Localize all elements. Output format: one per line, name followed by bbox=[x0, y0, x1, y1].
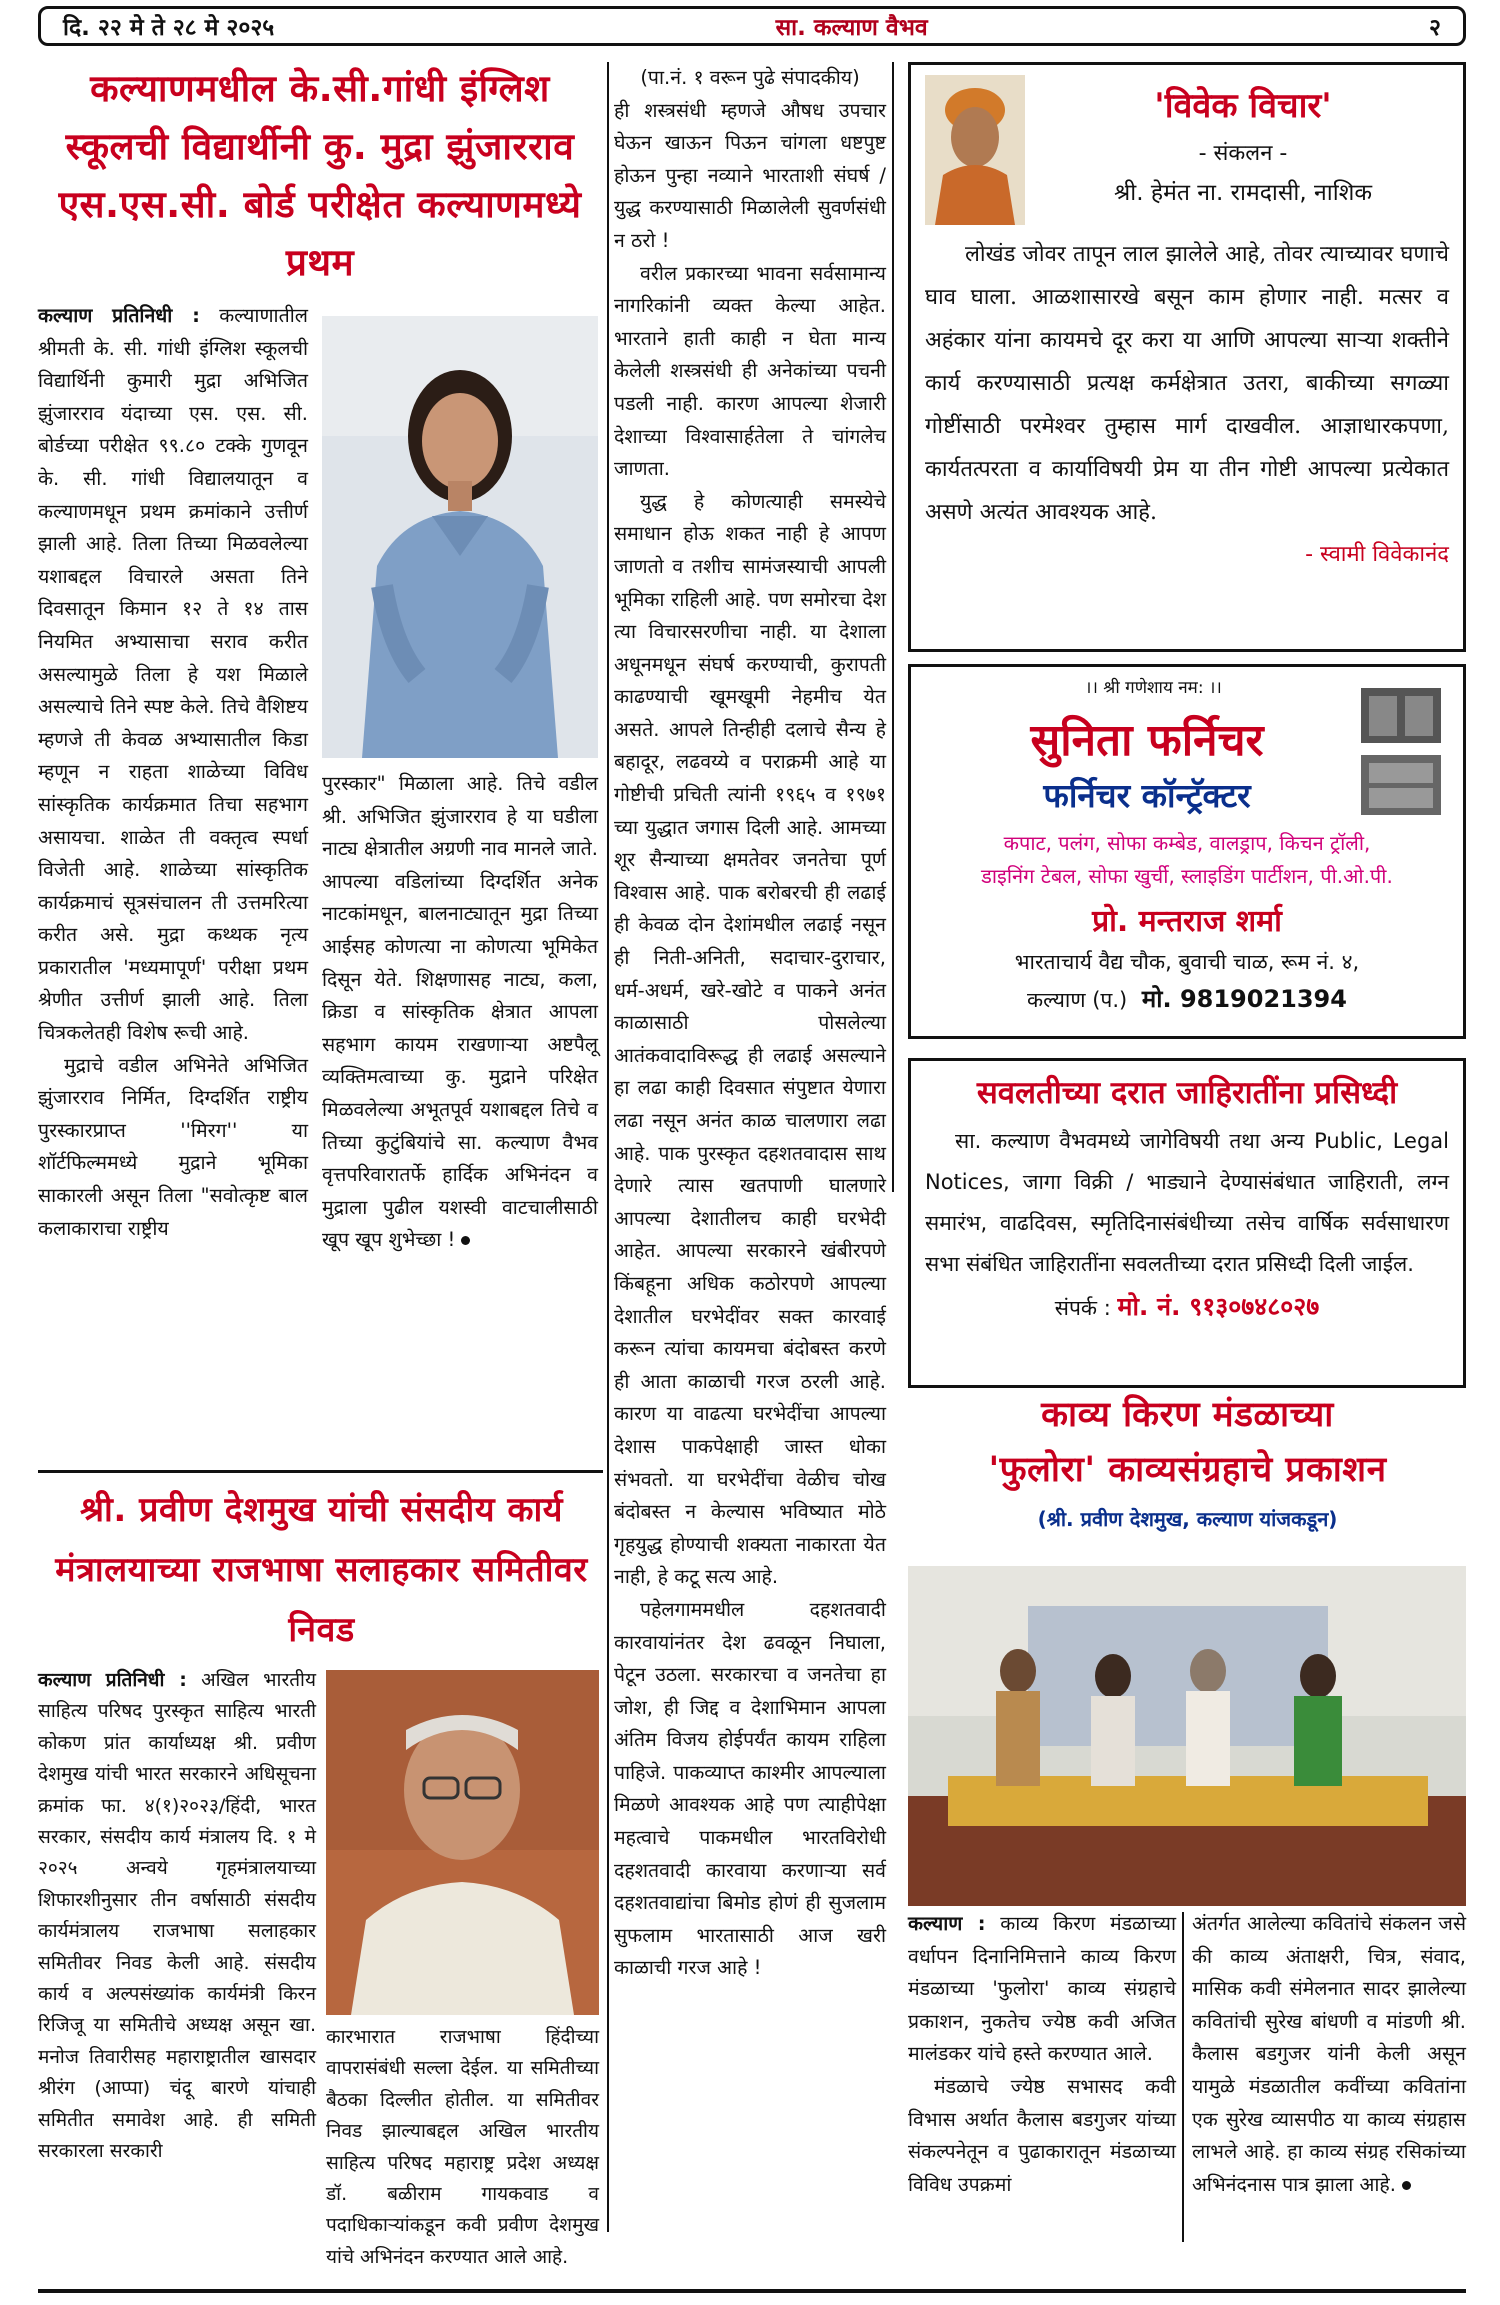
article3-column-b bbox=[1192, 1908, 1466, 2201]
section-divider bbox=[38, 1470, 603, 1473]
furniture-shop-name: सुनिता फर्निचर bbox=[1030, 715, 1264, 766]
furniture-mobile: मो. 9819021394 bbox=[1141, 985, 1347, 1013]
article2-text-b: कारभारात राजभाषा हिंदीच्या वापरासंबंधी सल्ला देईल. या समितीच्या बैठका दिल्लीत होतील. या समितीवर निवड झाल्याबद्दल अखिल भारतीय साहित्य परिषद महाराष्ट्र प्रदेश अध्यक्ष डॉ. बळीराम गायकवाड व पदाधिकाऱ्यांकडून कवी प्रवीण देशमुख यांचे अभिनंदन करण्यात आले आहे. bbox=[326, 2026, 599, 2268]
article1-headline: कल्याणमधील के.सी.गांधी इंग्लिश स्कूलची विद्यार्थीनी कु. मुद्रा झुंजारराव एस.एस.सी. बोर्ड परीक्षेत कल्याणमध्ये प्रथम bbox=[58, 67, 582, 284]
vivek-author: - स्वामी विवेकानंद bbox=[1305, 542, 1449, 567]
furniture-invocation: ।। श्री गणेशाय नम: ।। bbox=[1085, 678, 1222, 698]
editorial-text-1: ही शस्त्रसंधी म्हणजे औषध उपचार घेऊन खाऊन पिऊन चांगला धष्टपुष्ट होऊन पुन्हा नव्याने भारताशी संघर्ष / युद्ध करण्यासाठी मिळालेली सुवर्णसंधी न ठरो ! bbox=[614, 98, 886, 252]
vivek-compiler-label: - संकलन - bbox=[1198, 141, 1288, 166]
notice-ad-title: सवलतीच्या दरात जाहिरातींना प्रसिध्दी bbox=[976, 1075, 1398, 1111]
article3-text-b: अंतर्गत आलेल्या कवितांचे संकलन जसे की काव्य अंताक्षरी, चित्र, संवाद, मासिक कवी संमेलनात सादर झालेल्या कवितांची सुरेख बांधणी व मांडणी श्री. कैलास बडगुजर यांनी केली असून यामुळे मंडळातील कवींच्या कवितांना एक सुरेख व्यासपीठ या काव्य संग्रहास लाभले आहे. हा काव्य संग्रह रसिकांच्या अभिनंदनास पात्र झाला आहे. bbox=[1192, 1912, 1466, 2196]
furniture-ad bbox=[908, 664, 1466, 1039]
article2-column-b bbox=[326, 2022, 599, 2273]
notice-ad bbox=[908, 1058, 1466, 1388]
end-marker-icon bbox=[461, 1236, 470, 1245]
student-photo-illustration bbox=[322, 316, 598, 758]
column-divider-3 bbox=[1182, 1912, 1184, 2242]
book-launch-photo bbox=[908, 1566, 1466, 1906]
article3-headline-1: काव्य किरण मंडळाच्या bbox=[1041, 1395, 1334, 1435]
article2-text-a: अखिल भारतीय साहित्य परिषद पुरस्कृत साहित्य भारती कोकण प्रांत कार्याध्यक्ष श्री. प्रवीण देशमुख यांची भारत सरकारने अधिसूचना क्रमांक फा. ४(१)२०२३/हिंदी, भारत सरकार, संसदीय कार्य मंत्रालय दि. १ मे २०२५ अन्वये गृहमंत्रालयाच्या शिफारशीनुसार तीन वर्षासाठी संसदीय कार्यमंत्रालय राजभाषा सलाहकार समितीवर निवड केली आहे. संसदीय कार्य व अल्पसंख्यांक कार्यमंत्री किरन रिजिजू या समितीचे अध्यक्ष असून खा. मनोज तिवारीसह महाराष्ट्रातील खासदार श्रीरंग (आप्पा) चंदू बारणे यांचाही समितीत समावेश आहे. ही समिती सरकारला सरकारी bbox=[38, 1669, 316, 2163]
article1-text-b: पुरस्कार" मिळाला आहे. तिचे वडील श्री. अभिजित झुंजारराव हे या घडीला नाट्य क्षेत्रातील अग्रणी नाव मानले जाते. आपल्या वडिलांच्या दिग्दर्शित अनेक नाटकांमधून, बालनाट्यातून मुद्रा तिच्या आईसह कोणत्या ना कोणत्या भूमिकेत दिसून येते. शिक्षणासह नाट्य, कला, क्रिडा व सांस्कृतिक क्षेत्रात आपला सहभाग कायम राखणाऱ्या अष्टपैलू व्यक्तिमत्वाच्या कु. मुद्राने परिक्षेत मिळवलेल्या अभूतपूर्व यशाबद्दल तिचे व तिच्या कुटुंबियांचे सा. कल्याण वैभव वृत्तपरिवारातर्फे हार्दिक अभिनंदन व मुद्राला पुढील यशस्वी वाटचालीसाठी खूप खूप शुभेच्छा ! bbox=[322, 772, 598, 1252]
column-divider-2 bbox=[892, 62, 894, 1192]
pravin-deshmukh-photo bbox=[326, 1670, 599, 2015]
article1-text-a2: मुद्राचे वडील अभिनेते अभिजित झुंजारराव निर्मित, दिग्दर्शित राष्ट्रीय पुरस्कारप्राप्त ''मिरग'' या शॉर्टफिल्ममध्ये मुद्राने भूमिका साकारली असून तिला "सवोत्कृष्ट बाल कलाकाराचा राष्ट्रीय bbox=[38, 1053, 308, 1240]
furniture-address-2: कल्याण (प.) bbox=[1027, 988, 1128, 1012]
article2-headline: श्री. प्रवीण देशमुख यांची संसदीय कार्य मंत्रालयाच्या राजभाषा सलाहकार समितीवर निवड bbox=[55, 1490, 588, 1650]
notice-contact-label: संपर्क : bbox=[1054, 1296, 1111, 1320]
furniture-subtitle: फर्निचर कॉन्ट्रॅक्टर bbox=[1043, 776, 1251, 815]
vivek-vichar-title: 'विवेक विचार' bbox=[1154, 86, 1332, 126]
article2-column-a bbox=[38, 1665, 316, 2168]
page-number: २ bbox=[1429, 15, 1441, 41]
furniture-proprietor: प्रो. मन्तराज शर्मा bbox=[1092, 904, 1282, 939]
vivek-compiler: श्री. हेमंत ना. रामदासी, नाशिक bbox=[1114, 180, 1372, 206]
editorial-continuation-note: (पा.नं. १ वरून पुढे संपादकीय) bbox=[640, 66, 860, 89]
masthead-bar bbox=[38, 6, 1466, 46]
bottom-rule bbox=[38, 2289, 1466, 2293]
article3-text-a: काव्य किरण मंडळाच्या वर्धापन दिनानिमित्ताने काव्य किरण मंडळाच्या 'फुलोरा' काव्य संग्रहाचे प्रकाशन, नुकतेच ज्येष्ठ कवी अजित मालंडकर यांचे हस्ते करण्यात आले. bbox=[908, 1912, 1176, 2066]
editorial-text-2: वरील प्रकारच्या भावना सर्वसामान्य नागरिकांनी व्यक्त केल्या आहेत. भारताने हाती काही न घेता मान्य केलेली शस्त्रसंधी ही अनेकांच्या पचनी पडली नाही. कारण आपल्या शेजारी देशाच्या विश्वासार्हतेला ते चांगलेच जाणता. bbox=[614, 261, 886, 481]
cabinet-icon bbox=[1351, 683, 1451, 823]
editorial-text-4: पहेलगाममधील दहशतवादी कारवायांनंतर देश ढवळून निघाला, पेटून उठला. सरकारचा व जनतेचा हा जोश, ही जिद्द व देशाभिमान आपला अंतिम विजय होईपर्यंत कायम राहिला पाहिजे. पाकव्याप्त काश्मीर आपल्याला मिळणे आवश्यक आहे पण त्याहीपेक्षा महत्वाचे पाकमधील भारतविरोधी दहशतवादी कारवाया करणाऱ्या सर्व दहशतवाद्यांचा बिमोड होणं ही सुजलाम सुफलाम भारतासाठी आज खरी काळाची गरज आहे ! bbox=[614, 1597, 886, 1980]
editorial-text-3: युद्ध हे कोणत्याही समस्येचे समाधान होऊ शकत नाही हे आपण जाणतो व तशीच सामंजस्याची आपली भूमिका राहिली आहे. पण समोरचा देश त्या विचारसरणीचा नाही. या देशाला अधूनमधून संघर्ष करण्याची, कुरापती काढण्याची खूमखूमी नेहमीच येत असते. आपले तिन्हीही दलाचे सैन्य हे बहादूर, लढवय्ये व पराक्रमी आहे या गोष्टीची प्रचिती त्यांनी १९६५ व १९७१ च्या युद्धात जगास दिली आहे. आमच्या शूर सैन्याच्या क्षमतेवर जनतेचा पूर्ण विश्वास आहे. पाक बरोबरची ही लढाई ही केवळ दोन देशांमधील लढाई नसून ही निती-अनिती, सदाचार-दुराचार, धर्म-अधर्म, खरे-खोटे व पाकने अनंत काळासाठी पोसलेल्या आतंकवादाविरूद्ध ही लढाई असल्याने हा लढा काही दिवसात संपुष्टात येणारा लढा नसून अनंत काळ चालणारा लढा आहे. पाक पुरस्कृत दहशतवादास साथ देणारे त्यास खतपाणी घालणारे आपल्या देशातीलच काही घरभेदी आहेत. आपल्या सरकारने खंबीरपणे किंबहूना अधिक कठोरपणे आपल्या देशातील घरभेदींवर सक्त कारवाई करून त्यांचा कायमचा बंदोबस्त करणे ही आता काळाची गरज ठरली आहे. कारण या वाढत्या घरभेदींचा आपल्या देशास पाकपेक्षाही जास्त धोका संभवतो. या घरभेदींचा वेळीच चोख बंदोबस्त न केल्यास भविष्यात मोठे गृहयुद्ध होण्याची शक्यता नाकारता येत नाही, हे कटू सत्य आहे. bbox=[614, 489, 886, 1589]
article3-column-a bbox=[908, 1908, 1176, 2201]
vivek-quote: लोखंड जोवर तापून लाल झालेले आहे, तोवर त्याच्यावर घणाचे घाव घाला. आळशासारखे बसून काम होणार नाही. मत्सर व अहंकार यांना कायमचे दूर करा या आणि आपल्या साऱ्या शक्तीने कार्य करण्यासाठी प्रत्यक्ष कर्मक्षेत्रात उतरा, बाकीच्या सगळ्या गोष्टींसाठी परमेश्वर तुम्हास मार्ग दाखवील. आज्ञाधारकपणा, कार्यतत्परता व कार्याविषयी प्रेम या तीन गोष्टी आपल्या प्रत्येकात असणे अत्यंत आवश्यक आहे. bbox=[925, 242, 1449, 525]
article3-text-a2: मंडळाचे ज्येष्ठ सभासद कवी विभास अर्थात कैलास बडगुजर यांच्या संकल्पनेतून व पुढाकारातून मंडळाच्या विविध उपक्रमां bbox=[908, 2074, 1176, 2196]
notice-contact-number: मो. नं. ९१३०७४८०२७ bbox=[1117, 1292, 1320, 1321]
column-divider bbox=[607, 62, 609, 2232]
furniture-address-1: भारताचार्य वैद्य चौक, बुवाची चाळ, रूम नं. ४, bbox=[1014, 950, 1360, 974]
end-marker-icon bbox=[1402, 2181, 1411, 2190]
furniture-items-2: डाइनिंग टेबल, सोफा खुर्ची, स्लाइडिंग पार्टीशन, पी.ओ.पी. bbox=[981, 864, 1393, 888]
student-photo bbox=[322, 316, 598, 758]
editorial-column bbox=[614, 62, 886, 1985]
furniture-items-1: कपाट, पलंग, सोफा कम्बेड, वालड्राप, किचन ट्रॉली, bbox=[1003, 831, 1371, 855]
issue-date: दि. २२ मे ते २८ मे २०२५ bbox=[63, 15, 275, 41]
notice-ad-text: सा. कल्याण वैभवमध्ये जागेविषयी तथा अन्य Public, Legal Notices, जागा विक्री / भाड्याने देण्यासंबंधात जाहिराती, लग्न समारंभ, वाढदिवस, स्मृतिदिनासंबंधीच्या तसेच वार्षिक सर्वसाधारण सभा संबंधित जाहिरातींना सवलतीच्या दरात प्रसिध्दी दिली जाईल. bbox=[925, 1129, 1449, 1276]
paper-name: सा. कल्याण वैभव bbox=[775, 15, 928, 41]
article3-byline: कल्याण : bbox=[908, 1912, 986, 1935]
article1-column-a bbox=[38, 300, 308, 1245]
article3-headline-2: 'फुलोरा' काव्यसंग्रहाचे प्रकाशन bbox=[988, 1450, 1387, 1490]
article1-column-b bbox=[322, 768, 598, 1257]
article1-byline: कल्याण प्रतिनिधी : bbox=[38, 304, 200, 327]
article3-credit: (श्री. प्रवीण देशमुख, कल्याण यांजकडून) bbox=[1037, 1507, 1338, 1531]
vivek-vichar-box bbox=[908, 62, 1466, 652]
article1-text-a: कल्याणातील श्रीमती के. सी. गांधी इंग्लिश स्कूलची विद्यार्थिनी कुमारी मुद्रा अभिजित झुंजारराव यंदाच्या एस. एस. सी. बोर्डच्या परीक्षेत ९९.८० टक्के गुणवून के. सी. गांधी विद्यालयातून व कल्याणमधून प्रथम क्रमांकाने उत्तीर्ण झाली आहे. तिला तिच्या मिळवलेल्या यशाबद्दल विचारले असता तिने दिवसातून किमान १२ ते १४ तास नियमित अभ्यासाचा सराव करीत असल्यामुळे तिला हे यश मिळाले असल्याचे तिने स्पष्ट केले. तिचे वैशिष्टय म्हणजे ती केवळ अभ्यासातील किडा म्हणून न राहता शाळेच्या विविध सांस्कृतिक कार्यक्रमात तिचा सहभाग असायचा. शाळेत ती वक्तृत्व स्पर्धा विजेती आहे. शाळेच्या सांस्कृतिक कार्यक्रमाचं सूत्रसंचालन ती उत्तमरित्या करीत असे. मुद्रा कथ्थक नृत्य प्रकारातील 'मध्यमापूर्ण' परीक्षा प्रथम श्रेणीत उत्तीर्ण झाली आहे. तिला चित्रकलेतही विशेष रूची आहे. bbox=[38, 304, 308, 1045]
article2-byline: कल्याण प्रतिनिधी : bbox=[38, 1669, 187, 1691]
vivekananda-portrait bbox=[925, 75, 1025, 225]
